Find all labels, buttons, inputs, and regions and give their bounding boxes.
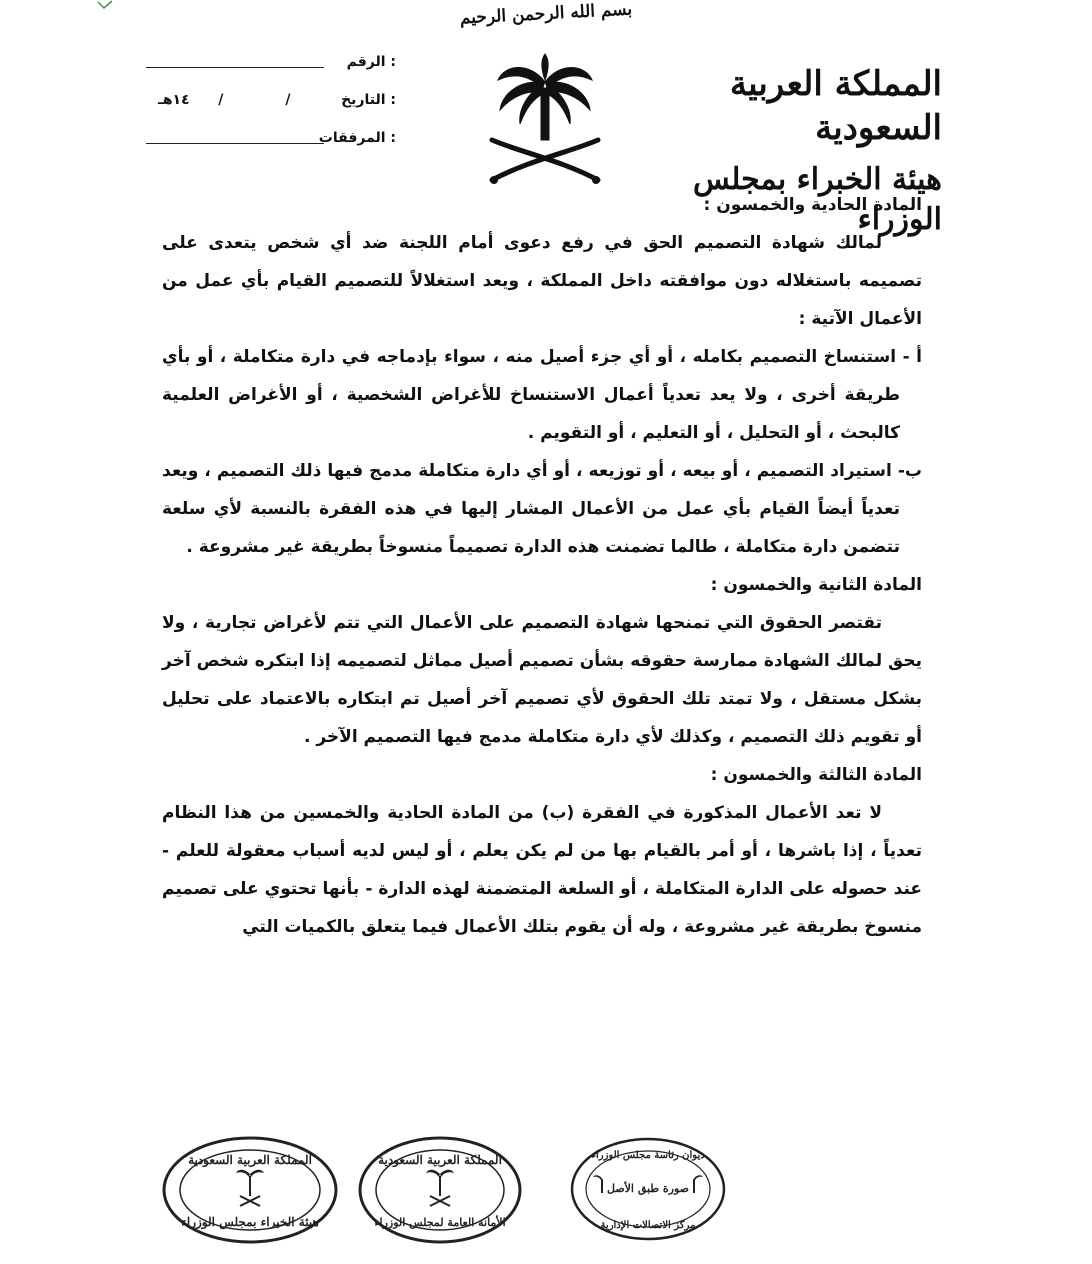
country-name: المملكة العربية السعودية	[729, 64, 942, 148]
stamp3-top-text: ديوان رئاسة مجلس الوزراء	[591, 1150, 705, 1161]
article-52-title: المادة الثانية والخمسون :	[710, 575, 922, 595]
palm-and-swords-emblem-icon	[480, 52, 610, 187]
date-row	[146, 92, 396, 130]
stamp-experts-commission	[160, 1134, 340, 1246]
stamp1-bottom-text: هيئة الخبراء بمجلس الوزراء	[181, 1215, 319, 1229]
date-blank-month	[252, 92, 257, 108]
article-52-text: تقتصر الحقوق التي تمنحها شهادة التصميم على الأعمال التي تتم لأغراض تجارية ، ولا يحق لمالك الشهادة ممارسة حقوقه بشأن تصميم أصيل مماثل لتصميمه إذا ابتكره شخص آخر بشكل مستقل ، ولا تمتد تلك الحقوق لأي تصميم آخر أصيل تم ابتكاره بالاعتماد على تحليل أو تقويم ذلك التصميم ، وكذلك لأي دارة متكاملة مدمج فيها التصميم الآخر .	[162, 613, 922, 747]
authority-name: هيئة الخبراء بمجلس الوزراء	[692, 162, 942, 237]
reference-block	[146, 54, 396, 168]
stamp2-bottom-text: الأمانة العامة لمجلس الوزراء	[374, 1216, 506, 1229]
attachments-label: المرفقات :	[318, 130, 396, 146]
stamp-palm-icon	[426, 1170, 454, 1206]
article-53-title: المادة الثالثة والخمسون :	[710, 765, 922, 785]
date-separator-1: /	[285, 92, 291, 108]
date-suffix: ١٤هـ	[158, 92, 190, 108]
stamp-palm-icon	[236, 1170, 264, 1206]
attachments-line	[146, 143, 324, 144]
corner-check-mark-icon	[96, 0, 114, 10]
article-51-item-b: ب- استيراد التصميم ، أو بيعه ، أو توزيعه ، أو أي دارة متكاملة مدمج فيها ذلك التصميم ، ويعد تعدياً أيضاً القيام بأي عمل من الأعمال المشار إليها في هذه الفقرة بالنسبة لأي سلعة تتضمن دارة متكاملة ، طالما تضمنت هذه الدارة تصميماً منسوخاً بطريقة غير مشروعة .	[162, 461, 922, 557]
attachments-row	[146, 130, 396, 168]
date-blank-day	[319, 92, 324, 108]
stamp-administrative-communications	[568, 1134, 728, 1244]
stamp2-top-text: المملكة العربية السعودية	[378, 1153, 502, 1167]
article-53-text: لا تعد الأعمال المذكورة في الفقرة (ب) من المادة الحادية والخمسين من هذا النظام تعدياً ، إذا باشرها ، أو أمر بالقيام بها من لم يكن يعلم ، أو ليس لديه أسباب معقولة للعلم - عند حصوله على الدارة المتكاملة ، أو السلعة المتضمنة لهذه الدارة - بأنها تحتوي على تصميم منسوخ بطريقة غير مشروعة ، وله أن يقوم بتلك الأعمال فيما يتعلق بالكميات التي	[162, 803, 922, 937]
document-body	[162, 186, 922, 946]
article-51-title: المادة الحادية والخمسون :	[703, 195, 922, 215]
stamps-area	[150, 1130, 730, 1250]
article-51-intro: لمالك شهادة التصميم الحق في رفع دعوى أمام اللجنة ضد أي شخص يتعدى على تصميمه باستغلاله دون موافقته داخل المملكة ، ويعد استغلالاً للتصميم القيام بأي عمل من الأعمال الآتية :	[162, 233, 922, 329]
stamp3-bottom-text: مركز الاتصالات الإدارية	[600, 1220, 696, 1231]
number-line	[146, 67, 324, 68]
stamp3-middle-text: صورة طبق الأصل	[606, 1182, 690, 1195]
date-label: التاريخ :	[341, 92, 396, 108]
number-row	[146, 54, 396, 92]
stamp-general-secretariat	[355, 1134, 525, 1246]
stamp1-top-text: المملكة العربية السعودية	[188, 1153, 312, 1167]
date-field	[158, 92, 324, 108]
number-label: الرقم :	[346, 54, 396, 70]
basmala: بسم الله الرحمن الرحيم	[459, 0, 633, 29]
date-separator-2: /	[218, 92, 224, 108]
article-51-item-a: أ - استنساخ التصميم بكامله ، أو أي جزء أصيل منه ، سواء بإدماجه في دارة متكاملة ، أو بأي طريقة أخرى ، ولا يعد تعدياً أعمال الاستنساخ للأغراض الشخصية ، أو الأغراض العلمية كالبحث ، أو التحليل ، أو التعليم ، أو التقويم .	[162, 347, 922, 443]
